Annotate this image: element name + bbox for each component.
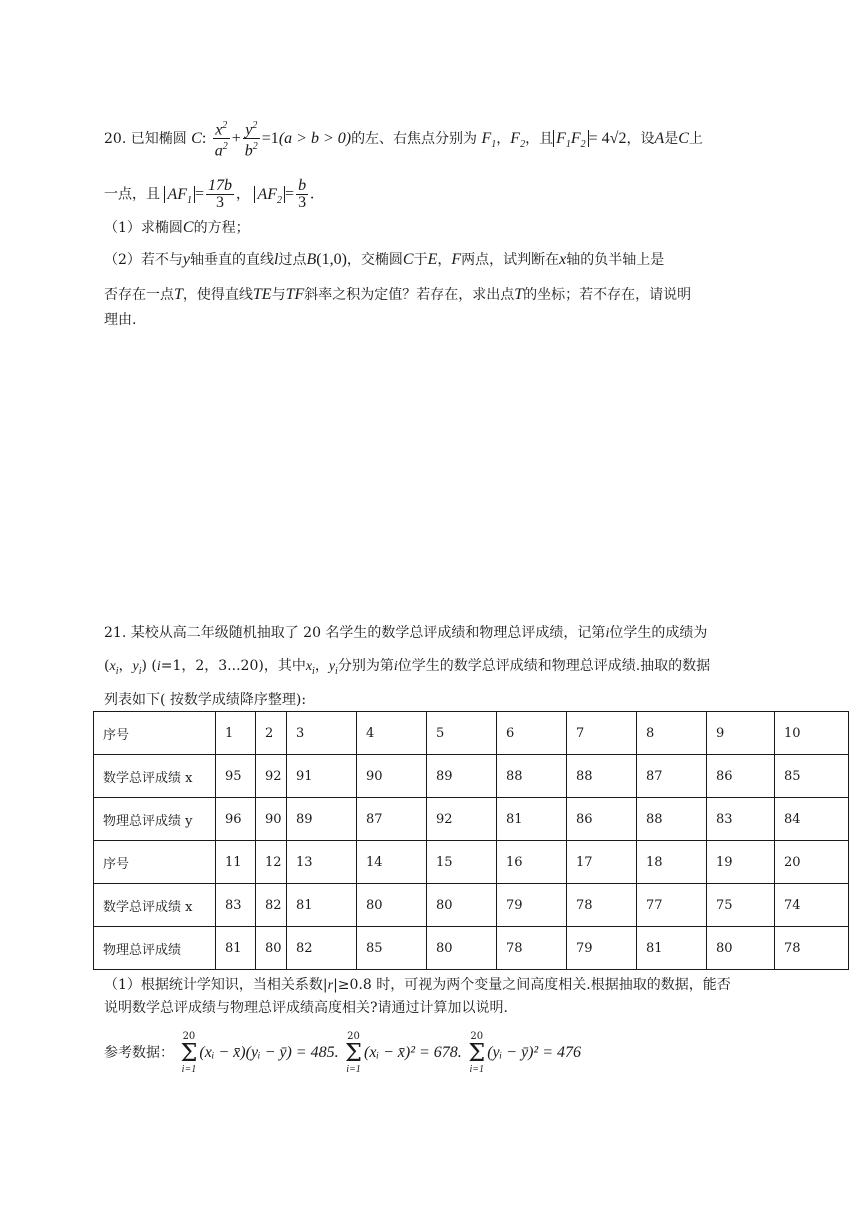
af1-label: AF — [167, 185, 187, 203]
table-cell: 80 — [256, 927, 287, 970]
text: 21. 某校从高二年级随机抽取了 20 名学生的数学总评成绩和物理总评成绩，记第 — [104, 625, 606, 641]
table-cell: 86 — [707, 755, 775, 798]
fraction-x: $\frac{x^2}{a^2}$ — [214, 120, 228, 160]
sum-symbol: 20 Σ i=1 — [180, 1031, 198, 1075]
table-cell: 14 — [357, 841, 427, 884]
q21-intro-line-3 — [104, 690, 306, 710]
table-cell: 86 — [567, 798, 637, 841]
table-row — [94, 884, 849, 927]
focus-f1: F — [481, 129, 492, 147]
table-cell: 89 — [287, 798, 357, 841]
table-cell: 2 — [256, 712, 287, 755]
text: （1）求椭圆 — [104, 220, 183, 236]
line-te: TE — [252, 286, 272, 303]
table-cell: 92 — [256, 755, 287, 798]
line-tf: TF — [285, 286, 305, 303]
table-cell: 78 — [775, 927, 849, 970]
text: （1）根据统计学知识，当相关系数| — [104, 977, 328, 993]
var: x — [109, 659, 116, 674]
fraction-y: $\frac{y^2}{b^2}$ — [244, 120, 258, 160]
f1f2-label: $F_1F_2$ — [556, 129, 586, 151]
text: ) ( — [141, 658, 157, 674]
point-e: E — [427, 251, 438, 268]
sum-symbol: 20 Σ i=1 — [468, 1031, 486, 1075]
table-cell: 17 — [567, 841, 637, 884]
af2-numerator: b — [298, 177, 307, 194]
var: b — [244, 142, 253, 160]
table-cell: 87 — [357, 798, 427, 841]
q20-line-1: 20. 已知椭圆 C: $\frac{x^2}{a^2}$ + $\frac{y^2}{b^2}$ =1(a > b > 0)的左、右焦点分别为 $F_1$，$F_2$，且 $F_1F_2 = 4√2$，设A是C上 — [104, 120, 703, 160]
table-cell: 91 — [287, 755, 357, 798]
sum-upper: 20 — [347, 1031, 360, 1042]
text: 理由. — [104, 312, 137, 328]
table-cell: 80 — [427, 884, 497, 927]
table-cell: 81 — [287, 884, 357, 927]
text: 上 — [688, 130, 703, 147]
point-b-coord: (1,0) — [316, 251, 347, 268]
text: ， — [437, 252, 452, 268]
table-row-header: 序号 — [94, 841, 216, 884]
text: 位学生的成绩为 — [609, 625, 708, 641]
table-cell: 85 — [775, 755, 849, 798]
table-cell: 74 — [775, 884, 849, 927]
point-b: B — [306, 251, 317, 268]
var: y — [132, 659, 139, 674]
table-cell: 84 — [775, 798, 849, 841]
ellipse-symbol: C — [678, 129, 689, 147]
table-row — [94, 712, 849, 755]
f1f2-value: = 4√2 — [588, 129, 627, 147]
var: a — [214, 142, 223, 160]
q20-part2-line-2 — [104, 285, 691, 305]
var: x — [215, 121, 223, 139]
table-cell: 78 — [497, 927, 567, 970]
af2-denominator: 3 — [298, 194, 307, 211]
q21-part1-line-1 — [104, 975, 731, 996]
sum-upper: 20 — [470, 1031, 484, 1042]
table-row-header: 数学总评成绩 x — [94, 755, 216, 798]
text: |≥0.8 时，可视为两个变量之间高度相关.根据抽取的数据，能否 — [333, 977, 731, 993]
table-cell: 95 — [216, 755, 256, 798]
point-f: F — [451, 251, 462, 268]
text: 的方程； — [193, 220, 250, 236]
sum2-expr: (xᵢ − x̄)² = 678. — [364, 1044, 462, 1061]
text: 列表如下( 按数学成绩降序整理): — [104, 692, 307, 708]
table-cell: 88 — [567, 755, 637, 798]
q20-part2-line-3 — [104, 310, 136, 330]
sum-lower: i=1 — [469, 1064, 484, 1075]
text: 的左、右焦点分别为 — [351, 130, 478, 147]
fraction-af1 — [206, 178, 234, 211]
table-cell: 7 — [567, 712, 637, 755]
var: i — [605, 626, 610, 641]
text: 一点，且 — [104, 186, 160, 203]
table-cell: 81 — [216, 927, 256, 970]
table-cell: 10 — [775, 712, 849, 755]
table-cell: 92 — [427, 798, 497, 841]
af1-denominator: 3 — [216, 194, 225, 211]
ellipse-symbol: C — [402, 251, 414, 268]
sum3-expr: (yᵢ − ȳ)² = 476 — [487, 1044, 581, 1061]
q21-part1-line-2 — [104, 998, 508, 1018]
text: 已知椭圆 — [130, 130, 187, 147]
text: =1，2，3...20)，其中 — [160, 658, 306, 674]
table-row — [94, 798, 849, 841]
eq-condition: (a > b > 0) — [278, 129, 352, 147]
sum-symbol: 20 Σ i=1 — [345, 1031, 363, 1075]
sum-lower: i=1 — [346, 1064, 361, 1075]
var: r — [327, 978, 334, 993]
table-row-header: 物理总评成绩 y — [94, 798, 216, 841]
var: i — [156, 659, 161, 674]
var: y — [328, 659, 336, 674]
table-cell: 13 — [287, 841, 357, 884]
table-cell: 90 — [256, 798, 287, 841]
ellipse-symbol: C — [191, 129, 202, 147]
table-cell: 11 — [216, 841, 256, 884]
table-row — [94, 927, 849, 970]
table-cell: 81 — [497, 798, 567, 841]
table-cell: 82 — [287, 927, 357, 970]
table-cell: 81 — [637, 927, 707, 970]
table-cell: 79 — [497, 884, 567, 927]
point-t: T — [174, 286, 183, 303]
text: 说明数学总评成绩与物理总评成绩高度相关?请通过计算加以说明. — [104, 1000, 508, 1016]
table-cell: 3 — [287, 712, 357, 755]
text: 轴垂直的直线 — [190, 252, 275, 268]
table-row — [94, 841, 849, 884]
table-cell: 96 — [216, 798, 256, 841]
text: 位学生的数学总评成绩和物理总评成绩.抽取的数据 — [397, 658, 711, 674]
sum-lower: i=1 — [181, 1064, 197, 1075]
var: x — [559, 251, 567, 268]
table-cell: 88 — [497, 755, 567, 798]
ellipse-symbol: C — [182, 219, 194, 236]
table-cell: 6 — [497, 712, 567, 755]
focus-f2: F — [510, 129, 521, 147]
q20-part1 — [104, 218, 250, 238]
table-cell: 87 — [637, 755, 707, 798]
q20-part2-line-1 — [104, 250, 664, 270]
table-row — [94, 755, 849, 798]
sum-upper: 20 — [182, 1031, 196, 1042]
table-cell: 1 — [216, 712, 256, 755]
table-cell: 79 — [567, 927, 637, 970]
af2-label: AF — [257, 185, 278, 203]
text: 的坐标；若不存在，请说明 — [523, 287, 692, 303]
table-cell: 90 — [357, 755, 427, 798]
text: ，且 — [525, 130, 554, 147]
table-cell: 5 — [427, 712, 497, 755]
table-cell: 4 — [357, 712, 427, 755]
table-cell: 83 — [216, 884, 256, 927]
text: 分别为第 — [337, 658, 394, 674]
table-row-header: 物理总评成绩 — [94, 927, 216, 970]
var: l — [274, 251, 279, 268]
table-cell: 75 — [707, 884, 775, 927]
table-cell: 82 — [256, 884, 287, 927]
table-cell: 77 — [637, 884, 707, 927]
text: 于 — [413, 252, 428, 268]
text: 否存在一点 — [104, 287, 174, 303]
table-cell: 89 — [427, 755, 497, 798]
table-cell: 85 — [357, 927, 427, 970]
ref-label: 参考数据： — [104, 1045, 174, 1061]
table-cell: 80 — [707, 927, 775, 970]
text: ，使得直线 — [182, 287, 253, 303]
text: 是 — [664, 130, 679, 147]
table-cell: 83 — [707, 798, 775, 841]
var: y — [245, 121, 253, 139]
table-cell: 78 — [567, 884, 637, 927]
reference-data — [104, 1030, 581, 1076]
af1-numerator: 17b — [208, 177, 233, 194]
table-cell: 20 — [775, 841, 849, 884]
table-cell: 80 — [427, 927, 497, 970]
text: 斜率之积为定值？若存在，求出点 — [304, 287, 515, 303]
table-row-header: 数学总评成绩 x — [94, 884, 216, 927]
table-cell: 9 — [707, 712, 775, 755]
eq-rhs: =1 — [261, 129, 279, 147]
table-cell: 19 — [707, 841, 775, 884]
table-cell: 80 — [357, 884, 427, 927]
text: ，设 — [626, 130, 655, 147]
table-cell: 16 — [497, 841, 567, 884]
var: x — [305, 659, 313, 674]
table-cell: 15 — [427, 841, 497, 884]
text: 轴的负半轴上是 — [566, 252, 665, 268]
table-cell: 88 — [637, 798, 707, 841]
q21-intro-line-2: ($x_i$，$y_i$) (i=1，2，3...20)，其中$x_i$，$y_i$分别为第i位学生的数学总评成绩和物理总评成绩.抽取的数据 — [104, 658, 711, 677]
var: i — [393, 659, 398, 674]
score-table — [93, 711, 849, 970]
sum1-expr: (xᵢ − x̄)(yᵢ − ȳ) = 485. — [199, 1044, 339, 1061]
point-a: A — [654, 129, 665, 147]
text: ( — [104, 658, 110, 674]
text: 两点，试判断在 — [461, 252, 560, 268]
table-row-header: 序号 — [94, 712, 216, 755]
point-t: T — [514, 286, 524, 303]
fraction-af2 — [296, 178, 308, 211]
q20-line-2: 一点，且 $AF_1$ = $\frac{17b}{3}$ ， $AF_2$ = $\frac{b}{3}$ . — [104, 177, 315, 211]
table-cell: 8 — [637, 712, 707, 755]
text: （2）若不与 — [104, 252, 183, 268]
text: 与 — [271, 287, 286, 303]
q21-intro-line-1 — [104, 623, 707, 644]
text: 过点 — [278, 252, 307, 268]
question-number: 20. — [104, 130, 127, 147]
table-cell: 18 — [637, 841, 707, 884]
table-cell: 12 — [256, 841, 287, 884]
var: y — [182, 251, 191, 268]
text: ，交椭圆 — [346, 252, 403, 268]
